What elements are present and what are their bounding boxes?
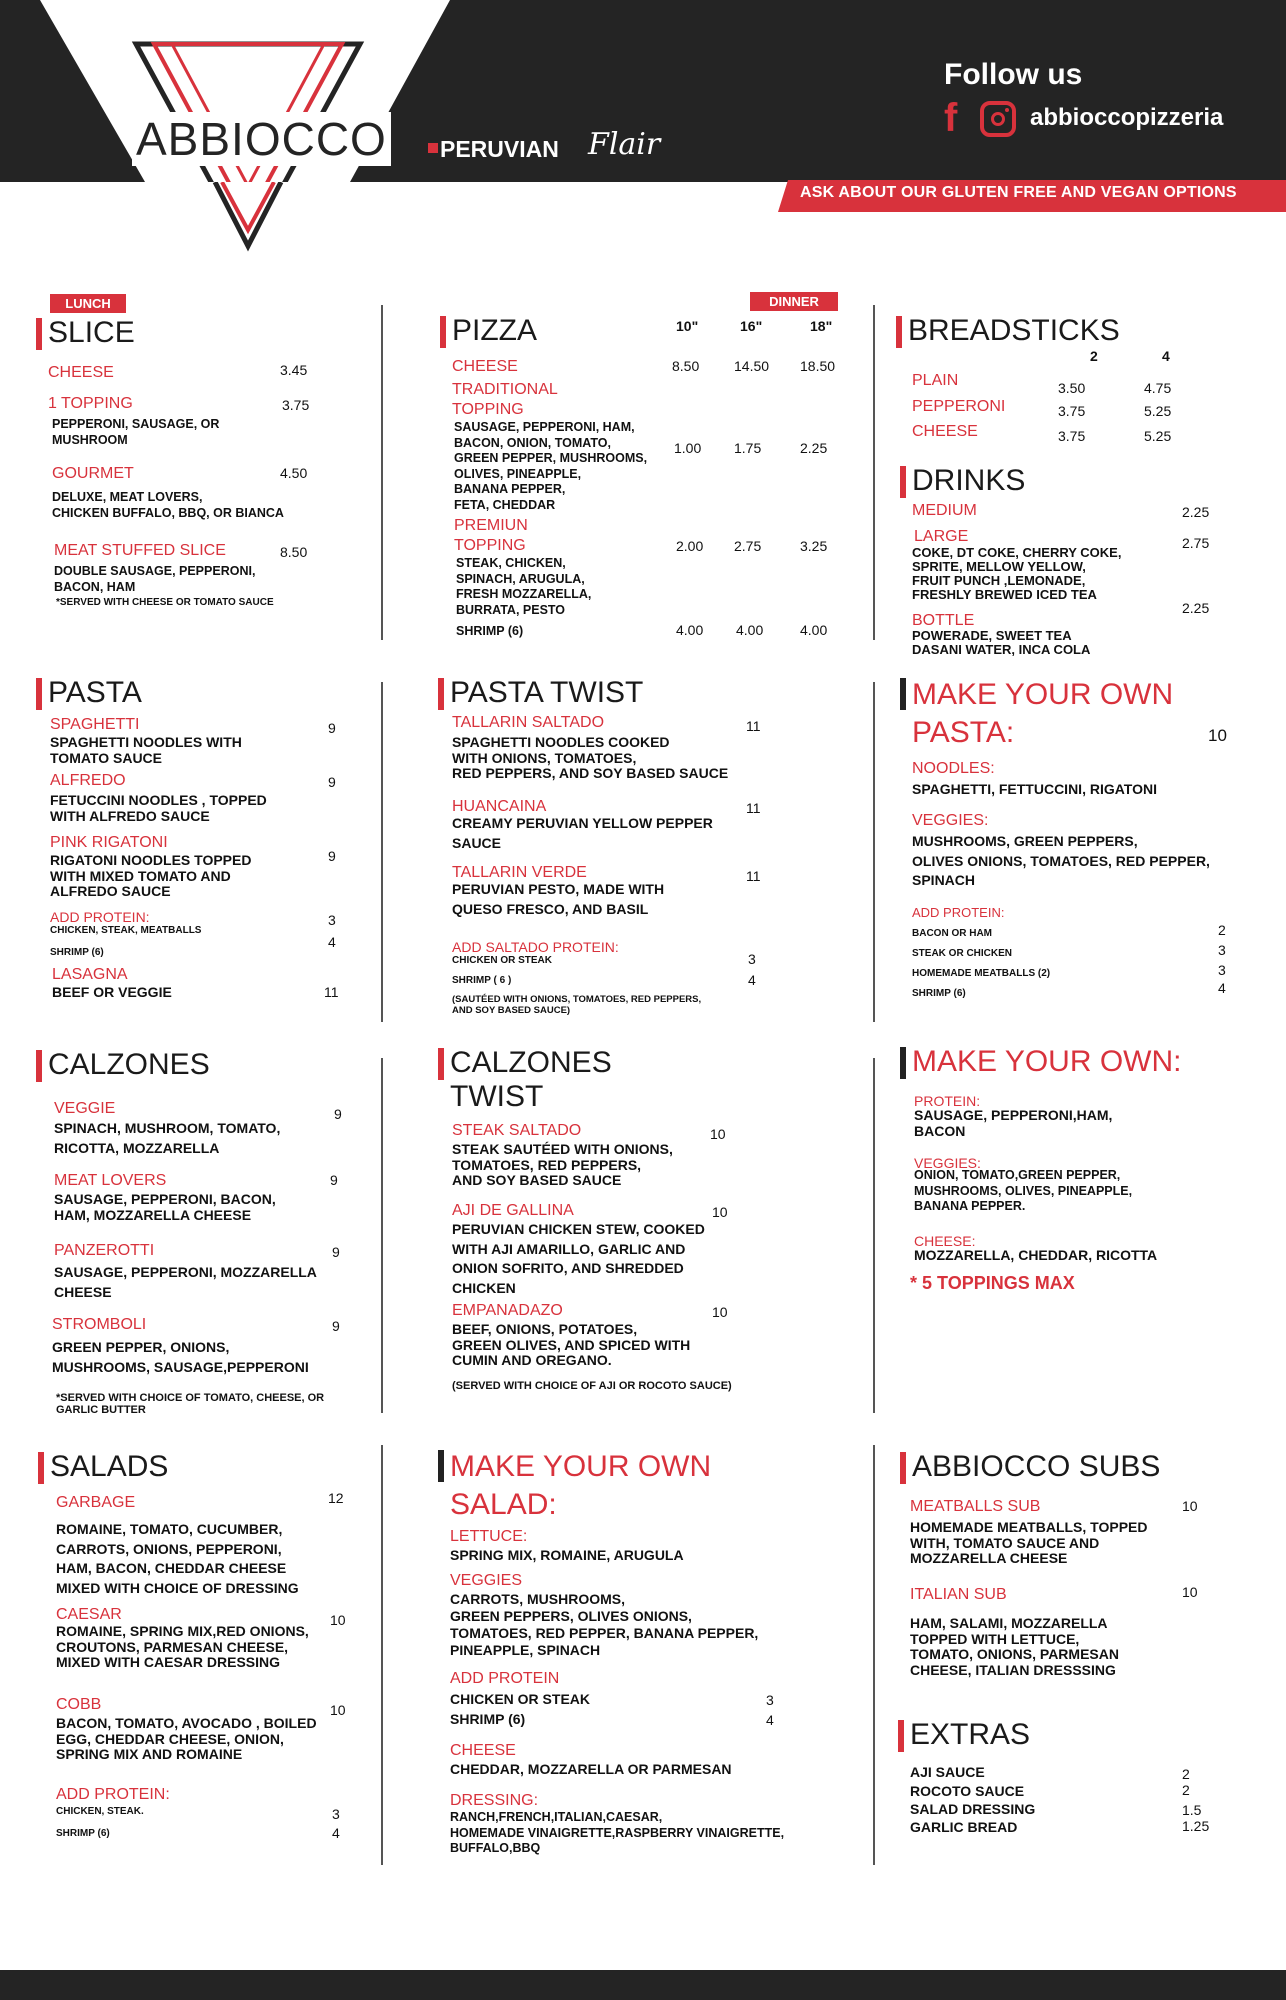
myo-salad-protein-0-price: 3 — [766, 1692, 774, 1708]
pasta-twist-tallarin-price: 11 — [746, 718, 761, 734]
follow-us-label: Follow us — [944, 58, 1083, 91]
pasta-protein-0: CHICKEN, STEAK, MEATBALLS — [50, 925, 202, 936]
pizza-shrimp-price-10: 4.00 — [676, 622, 704, 638]
myo-pasta-protein-3-price: 4 — [1218, 980, 1226, 996]
pizza-size-16: 16" — [740, 318, 763, 334]
breadsticks-title: BREADSTICKS — [908, 314, 1120, 347]
myo-pasta-addprotein-label: ADD PROTEIN: — [912, 905, 1005, 920]
extras-rocoto-name: ROCOTO SAUCE — [910, 1783, 1025, 1799]
pasta-twist-tallarin-desc: SPAGHETTI NOODLES COOKED WITH ONIONS, TOMATOES, RED PEPPERS, AND SOY BASED SAUCE — [452, 734, 729, 781]
facebook-icon[interactable]: f — [944, 96, 958, 140]
calzones-stromboli-desc: GREEN PEPPER, ONIONS, MUSHROOMS, SAUSAGE,PEPPERONI — [52, 1339, 309, 1375]
pasta-title: PASTA — [48, 676, 142, 709]
slice-1topping-name: 1 TOPPING — [48, 395, 133, 412]
salads-cobb-desc: BACON, TOMATO, AVOCADO , BOILED EGG, CHEDDAR CHEESE, ONION, SPRING MIX AND ROMAINE — [56, 1715, 317, 1762]
salads-garbage-desc: ROMAINE, TOMATO, CUCUMBER, CARROTS, ONIONS, PEPPERONI, HAM, BACON, CHEDDAR CHEESE MIXED WITH CHOICE OF DRESSING — [56, 1521, 299, 1596]
pasta-lasagna-desc: BEEF OR VEGGIE — [52, 984, 172, 1000]
myo-pasta-protein-1: STEAK OR CHICKEN — [912, 948, 1013, 959]
breadsticks-cheese-name: CHEESE — [912, 423, 978, 440]
pizza-shrimp-price-18: 4.00 — [800, 622, 828, 638]
calzones-meatlovers-name: MEAT LOVERS — [54, 1172, 167, 1189]
slice-note: *SERVED WITH CHEESE OR TOMATO SAUCE — [56, 597, 274, 608]
drinks-bottle-desc: POWERADE, SWEET TEA DASANI WATER, INCA COLA — [912, 628, 1091, 657]
drinks-bottle-price: 2.25 — [1182, 600, 1210, 616]
slice-1topping-desc: PEPPERONI, SAUSAGE, OR MUSHROOM — [52, 417, 220, 447]
breadsticks-cheese-price-2: 3.75 — [1058, 428, 1086, 444]
extras-title: EXTRAS — [910, 1718, 1031, 1751]
pasta-addprotein-label: ADD PROTEIN: — [50, 909, 150, 925]
subs-meatballs-desc: HOMEMADE MEATBALLS, TOPPED WITH, TOMATO SAUCE AND MOZZARELLA CHEESE — [910, 1519, 1148, 1566]
pasta-twist-tallarin-name: TALLARIN SALTADO — [452, 714, 605, 731]
calzones-meatlovers-price: 9 — [330, 1172, 338, 1188]
slice-1topping-price: 3.75 — [282, 397, 310, 413]
pizza-size-10: 10" — [676, 318, 699, 334]
myo-salad-cheese: CHEDDAR, MOZZARELLA OR PARMESAN — [450, 1761, 732, 1777]
pizza-title: PIZZA — [452, 314, 538, 347]
salads-protein-1: SHRIMP (6) — [56, 1828, 110, 1839]
pasta-twist-addprotein-label: ADD SALTADO PROTEIN: — [452, 939, 619, 955]
myo-pasta-price: 10 — [1208, 726, 1227, 745]
subs-meatballs-name: MEATBALLS SUB — [910, 1498, 1041, 1515]
pasta-twist-protein-1-price: 4 — [748, 972, 756, 988]
calzones-twist-empanadazo-name: EMPANADAZO — [452, 1302, 563, 1319]
breadsticks-pepperoni-price-4: 5.25 — [1144, 403, 1172, 419]
drinks-medium-price: 2.25 — [1182, 504, 1210, 520]
pasta-twist-huancaina-name: HUANCAINA — [452, 798, 547, 815]
pasta-pinkrigatoni-desc: RIGATONI NOODLES TOPPED WITH MIXED TOMATO AND ALFREDO SAUCE — [50, 852, 252, 899]
extras-garlic-price: 1.25 — [1182, 1818, 1210, 1834]
calzones-twist-title: CALZONES TWIST — [450, 1046, 612, 1113]
calzones-title: CALZONES — [48, 1048, 210, 1081]
slice-cheese-name: CHEESE — [48, 364, 114, 381]
slice-meatstuffed-desc: DOUBLE SAUSAGE, PEPPERONI, BACON, HAM — [54, 564, 256, 594]
pasta-protein-1-price: 4 — [328, 934, 336, 950]
pasta-spaghetti-name: SPAGHETTI — [50, 716, 140, 733]
pizza-cheese-price-16: 14.50 — [734, 358, 770, 374]
myo-cheese-label: CHEESE: — [914, 1233, 976, 1249]
extras-dressing-name: SALAD DRESSING — [910, 1801, 1036, 1817]
calzones-twist-aji-price: 10 — [712, 1204, 728, 1220]
salads-cobb-name: COBB — [56, 1696, 102, 1713]
pasta-alfredo-desc: FETUCCINI NOODLES , TOPPED WITH ALFREDO SAUCE — [50, 792, 267, 824]
calzones-twist-aji-desc: PERUVIAN CHICKEN STEW, COOKED WITH AJI AMARILLO, GARLIC AND ONION SOFRITO, AND SHREDDED CHICKEN — [452, 1221, 705, 1296]
dinner-tab: DINNER — [750, 292, 838, 311]
pasta-alfredo-price: 9 — [328, 774, 336, 790]
pasta-twist-note: (SAUTÉED WITH ONIONS, TOMATOES, RED PEPPERS, AND SOY BASED SAUCE) — [452, 994, 702, 1016]
myo-veggies-label: VEGGIES: — [914, 1155, 981, 1171]
pizza-traditional-name: TRADITIONAL TOPPING — [452, 381, 558, 418]
pizza-cheese-price-10: 8.50 — [672, 358, 700, 374]
column-divider — [381, 305, 383, 640]
pasta-twist-title: PASTA TWIST — [450, 676, 644, 709]
pasta-lasagna-price: 11 — [324, 984, 339, 1000]
pasta-twist-huancaina-price: 11 — [746, 800, 761, 816]
myo-pasta-protein-1-price: 3 — [1218, 942, 1226, 958]
myo-salad-addprotein-label: ADD PROTEIN — [450, 1670, 560, 1687]
salads-caesar-name: CAESAR — [56, 1606, 122, 1623]
slice-meatstuffed-price: 8.50 — [280, 544, 308, 560]
slice-gourmet-name: GOURMET — [52, 465, 134, 482]
calzones-veggie-desc: SPINACH, MUSHROOM, TOMATO, RICOTTA, MOZZARELLA — [54, 1120, 281, 1156]
social-handle[interactable]: abbioccopizzeria — [1030, 104, 1224, 131]
column-divider — [873, 682, 875, 1022]
slice-gourmet-price: 4.50 — [280, 465, 308, 481]
extras-aji-price: 2 — [1182, 1766, 1190, 1782]
footer-bar — [0, 1970, 1286, 2000]
column-divider — [381, 1058, 383, 1413]
breadsticks-pepperoni-price-2: 3.75 — [1058, 403, 1086, 419]
salads-addprotein-label: ADD PROTEIN: — [56, 1786, 170, 1803]
myo-pasta-protein-0-price: 2 — [1218, 922, 1226, 938]
drinks-bottle-name: BOTTLE — [912, 612, 975, 629]
calzones-stromboli-price: 9 — [332, 1318, 340, 1334]
myo-pasta-protein-0: BACON OR HAM — [912, 928, 992, 939]
breadsticks-plain-price-4: 4.75 — [1144, 380, 1172, 396]
subs-italian-price: 10 — [1182, 1584, 1198, 1600]
drinks-large-price: 2.75 — [1182, 535, 1210, 551]
myo-protein: SAUSAGE, PEPPERONI,HAM, BACON — [914, 1107, 1113, 1139]
pasta-protein-0-price: 3 — [328, 912, 336, 928]
calzones-meatlovers-desc: SAUSAGE, PEPPERONI, BACON, HAM, MOZZARELLA CHEESE — [54, 1191, 276, 1223]
myo-salad-title: MAKE YOUR OWN SALAD: — [450, 1448, 711, 1524]
subs-italian-name: ITALIAN SUB — [910, 1586, 1007, 1603]
pasta-alfredo-name: ALFREDO — [50, 772, 126, 789]
calzones-twist-empanadazo-price: 10 — [712, 1304, 728, 1320]
calzones-veggie-name: VEGGIE — [54, 1100, 116, 1117]
pizza-traditional-price-16: 1.75 — [734, 440, 762, 456]
salads-garbage-name: GARBAGE — [56, 1494, 136, 1511]
pasta-spaghetti-price: 9 — [328, 720, 336, 736]
pasta-twist-protein-1: SHRIMP ( 6 ) — [452, 975, 512, 986]
calzones-twist-aji-name: AJI DE GALLINA — [452, 1202, 574, 1219]
pizza-premium-price-10: 2.00 — [676, 538, 704, 554]
myo-salad-lettuce-label: LETTUCE: — [450, 1528, 528, 1545]
slice-title: SLICE — [48, 316, 135, 349]
extras-garlic-name: GARLIC BREAD — [910, 1819, 1018, 1835]
breadsticks-cheese-price-4: 5.25 — [1144, 428, 1172, 444]
calzones-panzerotti-price: 9 — [332, 1244, 340, 1260]
pizza-shrimp-price-16: 4.00 — [736, 622, 764, 638]
myo-pasta-protein-2-price: 3 — [1218, 962, 1226, 978]
subs-italian-desc: HAM, SALAMI, MOZZARELLA TOPPED WITH LETTUCE, TOMATO, ONIONS, PARMESAN CHEESE, ITALIAN DRESSSING — [910, 1615, 1119, 1678]
slice-cheese-price: 3.45 — [280, 362, 308, 378]
column-divider — [381, 1445, 383, 1865]
calzones-panzerotti-name: PANZEROTTI — [54, 1242, 155, 1259]
calzones-stromboli-name: STROMBOLI — [52, 1316, 147, 1333]
myo-cheese: MOZZARELLA, CHEDDAR, RICOTTA — [914, 1247, 1158, 1263]
salads-protein-1-price: 4 — [332, 1825, 340, 1841]
pizza-premium-price-16: 2.75 — [734, 538, 762, 554]
pasta-twist-protein-0: CHICKEN OR STEAK — [452, 955, 553, 966]
pizza-size-18: 18" — [810, 318, 833, 334]
pizza-premium-desc: STEAK, CHICKEN, SPINACH, ARUGULA, FRESH MOZZARELLA, BURRATA, PESTO — [456, 556, 592, 617]
myo-salad-protein-0: CHICKEN OR STEAK — [450, 1691, 591, 1707]
myo-toppings-max: * 5 TOPPINGS MAX — [910, 1273, 1075, 1293]
myo-veggies: ONION, TOMATO,GREEN PEPPER, MUSHROOMS, OLIVES, PINEAPPLE, BANANA PEPPER. — [914, 1168, 1133, 1213]
peruvian-label: PERUVIAN — [440, 136, 559, 162]
myo-salad-dressing-label: DRESSING: — [450, 1792, 539, 1809]
drinks-large-desc: COKE, DT COKE, CHERRY COKE, SPRITE, MELLOW YELLOW, FRUIT PUNCH ,LEMONADE, FRESHLY BREWED ICED TEA — [912, 545, 1122, 602]
salads-caesar-desc: ROMAINE, SPRING MIX,RED ONIONS, CROUTONS, PARMESAN CHEESE, MIXED WITH CAESAR DRESSING — [56, 1623, 309, 1670]
pizza-premium-price-18: 3.25 — [800, 538, 828, 554]
myo-salad-veggies: CARROTS, MUSHROOMS, GREEN PEPPERS, OLIVES ONIONS, TOMATOES, RED PEPPER, BANANA PEPPER, PINEAPPLE, SPINACH — [450, 1591, 759, 1658]
myo-salad-lettuce: SPRING MIX, ROMAINE, ARUGULA — [450, 1547, 684, 1563]
pizza-traditional-price-18: 2.25 — [800, 440, 828, 456]
myo-salad-protein-1: SHRIMP (6) — [450, 1711, 526, 1727]
calzones-twist-steak-name: STEAK SALTADO — [452, 1122, 582, 1139]
pasta-twist-verde-name: TALLARIN VERDE — [452, 864, 587, 881]
column-divider — [873, 1058, 875, 1413]
myo-protein-label: PROTEIN: — [914, 1093, 981, 1109]
drinks-medium-name: MEDIUM — [912, 502, 977, 519]
myo-pasta-veggies-label: VEGGIES: — [912, 812, 989, 829]
pasta-twist-verde-desc: PERUVIAN PESTO, MADE WITH QUESO FRESCO, AND BASIL — [452, 881, 665, 917]
salads-title: SALADS — [50, 1450, 169, 1483]
brand-logo-text: ABBIOCCO — [132, 112, 391, 166]
calzones-twist-note: (SERVED WITH CHOICE OF AJI OR ROCOTO SAUCE) — [452, 1380, 732, 1392]
calzones-twist-steak-price: 10 — [710, 1126, 726, 1142]
myo-pasta-protein-2: HOMEMADE MEATBALLS (2) — [912, 968, 1051, 979]
myo-salad-veggies-label: VEGGIES — [450, 1572, 523, 1589]
pasta-twist-huancaina-desc: CREAMY PERUVIAN YELLOW PEPPER SAUCE — [452, 815, 713, 851]
pizza-shrimp-name: SHRIMP (6) — [456, 624, 524, 638]
salads-caesar-price: 10 — [330, 1612, 346, 1628]
extras-aji-name: AJI SAUCE — [910, 1764, 985, 1780]
pizza-cheese-price-18: 18.50 — [800, 358, 836, 374]
subs-meatballs-price: 10 — [1182, 1498, 1198, 1514]
calzones-twist-empanadazo-desc: BEEF, ONIONS, POTATOES, GREEN OLIVES, AND SPICED WITH CUMIN AND OREGANO. — [452, 1321, 691, 1368]
extras-rocoto-price: 2 — [1182, 1782, 1190, 1798]
salads-garbage-price: 12 — [328, 1490, 344, 1506]
pasta-twist-verde-price: 11 — [746, 868, 761, 884]
myo-pasta-noodles-label: NOODLES: — [912, 760, 995, 777]
flair-label: Flair — [588, 127, 661, 162]
breadsticks-pepperoni-name: PEPPERONI — [912, 398, 1006, 415]
pasta-twist-protein-0-price: 3 — [748, 951, 756, 967]
pasta-spaghetti-desc: SPAGHETTI NOODLES WITH TOMATO SAUCE — [50, 734, 242, 766]
pizza-cheese-name: CHEESE — [452, 358, 518, 375]
column-divider — [381, 682, 383, 1022]
salads-protein-0: CHICKEN, STEAK. — [56, 1806, 144, 1817]
myo-salad-cheese-label: CHEESE — [450, 1742, 516, 1759]
pizza-traditional-desc: SAUSAGE, PEPPERONI, HAM, BACON, ONION, TOMATO, GREEN PEPPER, MUSHROOMS, OLIVES, PINEAPPLE, BANANA PEPPER, FETA, CHEDDAR — [454, 420, 648, 512]
breadsticks-col-4: 4 — [1162, 348, 1170, 364]
pizza-traditional-price-10: 1.00 — [674, 440, 702, 456]
myo-pasta-veggies: MUSHROOMS, GREEN PEPPERS, OLIVES ONIONS, TOMATOES, RED PEPPER, SPINACH — [912, 833, 1210, 888]
breadsticks-plain-price-2: 3.50 — [1058, 380, 1086, 396]
calzones-twist-steak-desc: STEAK SAUTÉED WITH ONIONS, TOMATOES, RED PEPPERS, AND SOY BASED SAUCE — [452, 1141, 673, 1188]
myo-pasta-title: MAKE YOUR OWN PASTA: — [912, 676, 1173, 752]
calzones-note: *SERVED WITH CHOICE OF TOMATO, CHEESE, OR GARLIC BUTTER — [56, 1392, 325, 1416]
column-divider — [873, 1445, 875, 1865]
drinks-large-name: LARGE — [914, 528, 969, 545]
myo-title: MAKE YOUR OWN: — [912, 1045, 1182, 1078]
subs-title: ABBIOCCO SUBS — [912, 1450, 1161, 1483]
myo-salad-dressing: RANCH,FRENCH,ITALIAN,CAESAR, HOMEMADE VINAIGRETTE,RASPBERRY VINAIGRETTE, BUFFALO,BBQ — [450, 1810, 785, 1855]
breadsticks-col-2: 2 — [1090, 348, 1098, 364]
instagram-icon[interactable] — [980, 101, 1016, 137]
drinks-title: DRINKS — [912, 464, 1026, 497]
lunch-tab: LUNCH — [50, 294, 126, 313]
pasta-lasagna-name: LASAGNA — [52, 966, 128, 983]
slice-gourmet-desc: DELUXE, MEAT LOVERS, CHICKEN BUFFALO, BBQ, OR BIANCA — [52, 490, 284, 520]
salads-cobb-price: 10 — [330, 1702, 346, 1718]
gluten-free-notice: ASK ABOUT OUR GLUTEN FREE AND VEGAN OPTIONS — [800, 184, 1237, 201]
calzones-panzerotti-desc: SAUSAGE, PEPPERONI, MOZZARELLA CHEESE — [54, 1264, 317, 1300]
breadsticks-plain-name: PLAIN — [912, 372, 959, 389]
peruvian-marker — [428, 143, 438, 153]
salads-protein-0-price: 3 — [332, 1806, 340, 1822]
extras-dressing-price: 1.5 — [1182, 1802, 1202, 1818]
myo-salad-protein-1-price: 4 — [766, 1712, 774, 1728]
pasta-pinkrigatoni-price: 9 — [328, 848, 336, 864]
column-divider — [873, 305, 875, 640]
myo-pasta-protein-3: SHRIMP (6) — [912, 988, 966, 999]
slice-meatstuffed-name: MEAT STUFFED SLICE — [54, 542, 226, 559]
logo-lower-triangle — [136, 182, 362, 254]
pasta-protein-1: SHRIMP (6) — [50, 947, 104, 958]
pizza-premium-name: PREMIUN TOPPING — [454, 517, 528, 554]
myo-pasta-noodles: SPAGHETTI, FETTUCCINI, RIGATONI — [912, 781, 1157, 797]
calzones-veggie-price: 9 — [334, 1106, 342, 1122]
pasta-pinkrigatoni-name: PINK RIGATONI — [50, 834, 168, 851]
